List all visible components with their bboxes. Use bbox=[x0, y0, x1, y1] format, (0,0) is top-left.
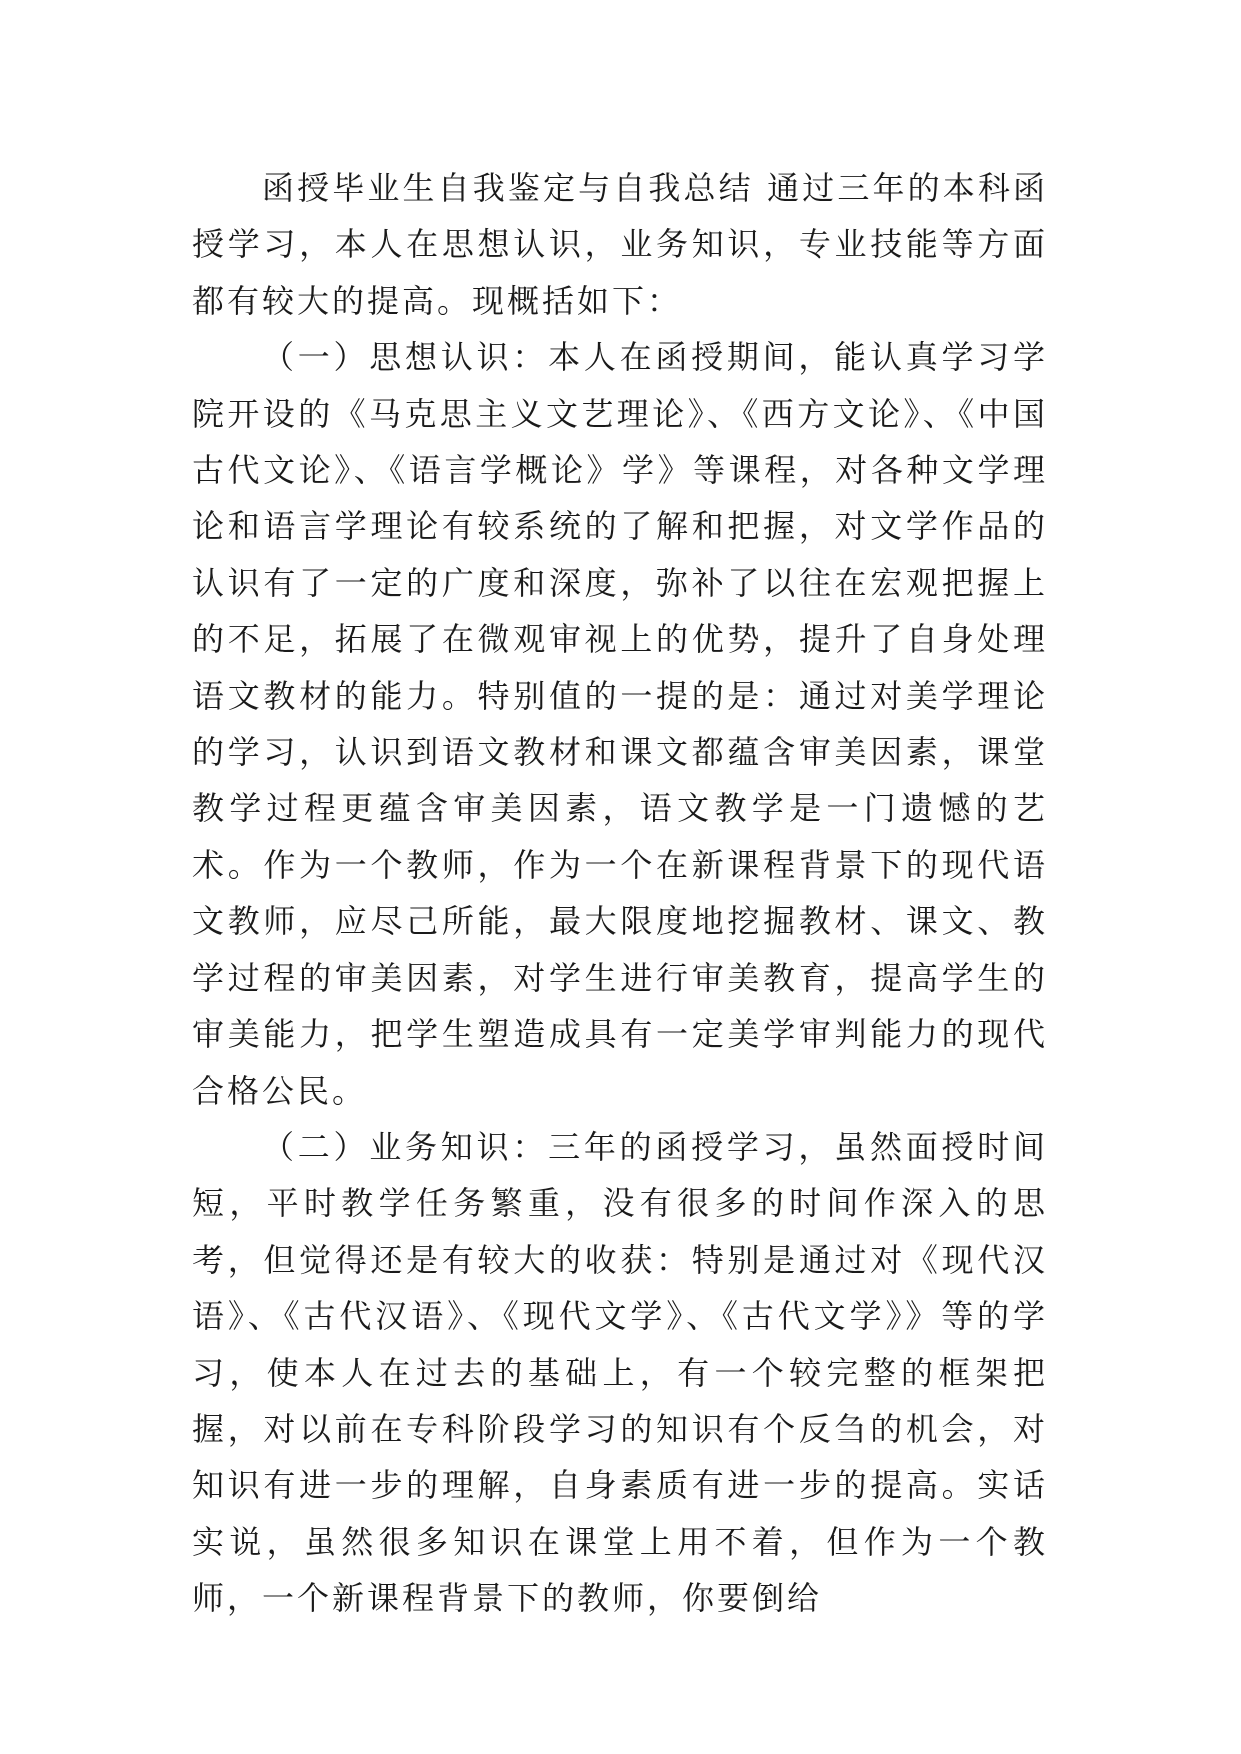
paragraph-intro: 函授毕业生自我鉴定与自我总结 通过三年的本科函授学习，本人在思想认识，业务知识，专业技能等方面都有较大的提高。现概括如下： bbox=[192, 169, 1048, 320]
paragraph-thought: （一）思想认识：本人在函授期间，能认真学习学院开设的《马克思主义文艺理论》、《西方文论》、《中国古代文论》、《语言学概论》学》等课程，对各种文学理论和语言学理论有较系统的了解和把握，对文学作品的认识有了一定的广度和深度，弥补了以往在宏观把握上的不足，拓展了在微观审视上的优势，提升了自身处理语文教材的能力。特别值的一提的是：通过对美学理论的学习，认识到语文教材和课文都蕴含审美因素，课堂教学过程更蕴含审美因素，语文教学是一门遗憾的艺术。作为一个教师，作为一个在新课程背景下的现代语文教师，应尽己所能，最大限度地挖掘教材、课文、教学过程的审美因素，对学生进行审美教育，提高学生的审美能力，把学生塑造成具有一定美学审判能力的现代合格公民。 bbox=[192, 338, 1048, 1110]
document-body bbox=[192, 160, 1048, 1627]
paragraph-knowledge: （二）业务知识：三年的函授学习，虽然面授时间短，平时教学任务繁重，没有很多的时间作深入的思考，但觉得还是有较大的收获：特别是通过对《现代汉语》、《古代汉语》、《现代文学》、《古代文学》》等的学习，使本人在过去的基础上，有一个较完整的框架把握，对以前在专科阶段学习的知识有个反刍的机会，对知识有进一步的理解，自身素质有进一步的提高。实话实说，虽然很多知识在课堂上用不着，但作为一个教师，一个新课程背景下的教师，你要倒给 bbox=[192, 1127, 1048, 1618]
